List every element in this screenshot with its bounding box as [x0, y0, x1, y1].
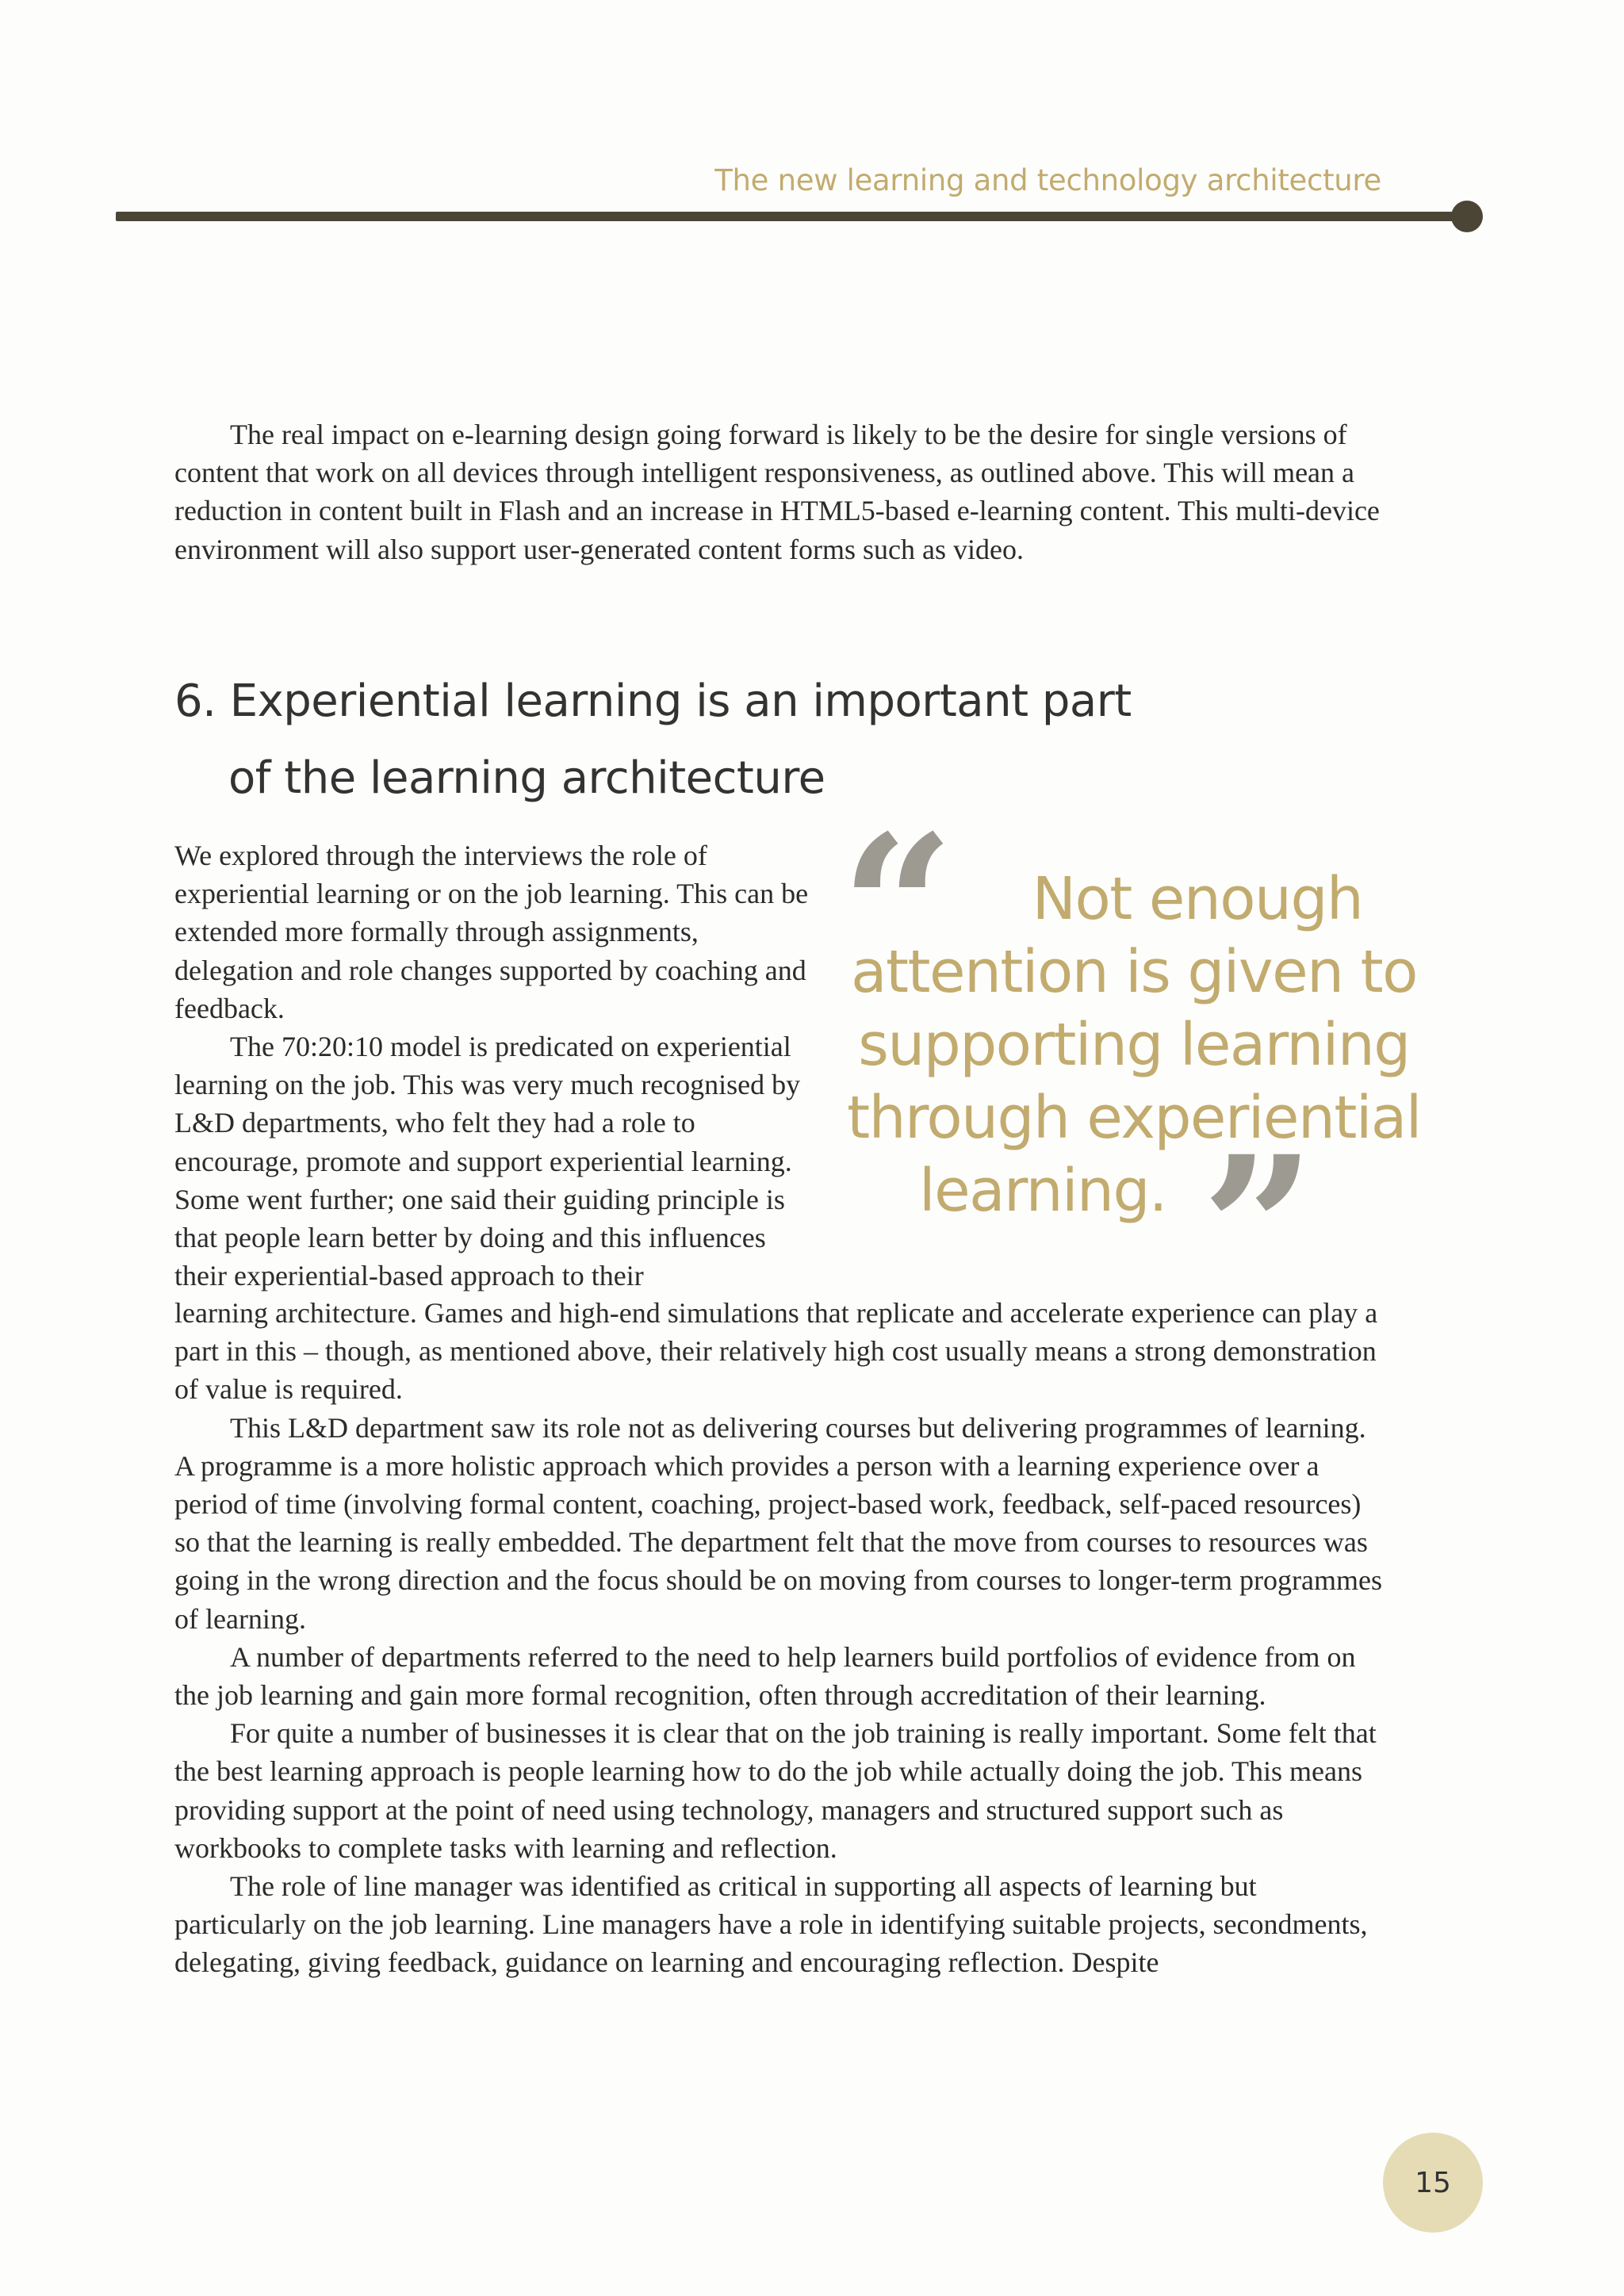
section-heading-line1: 6. Experiential learning is an important part — [174, 675, 1132, 727]
running-header-title: The new learning and technology architecture — [714, 163, 1381, 197]
close-quote-mark-icon: ” — [1201, 1112, 1316, 1345]
paragraph-70-20-10-start: The 70:20:10 model is predicated on experiential learning on the job. This was very much recognised by L&D departments, who felt they had a role to encourage, promote and support experiential learning. Some went further; one said their guiding principle is that people learn better by doing and this influences their experiential-based approach to their — [174, 1031, 801, 1292]
pull-quote-line4: through experiential — [847, 1084, 1421, 1152]
paragraph-70-20-10-end: learning architecture. Games and high-end simulations that replicate and accelerate experience can play a part in this – though, as mentioned above, their relatively high cost usually means a strong demonstration of value is required. — [174, 1297, 1378, 1406]
pull-quote-text — [841, 863, 1427, 1227]
pull-quote-line1: Not enough — [1032, 865, 1363, 933]
left-column-text — [174, 836, 809, 1295]
paragraph-on-the-job-training: For quite a number of businesses it is clear that on the job training is really important. Some felt that the best learning approach is people learning how to do the job while actually doing the job. This means providing support at the point of need using technology, managers and structured support such as workbooks to complete tasks with learning and reflection. — [174, 1717, 1377, 1864]
header-rule-end-dot — [1451, 201, 1483, 232]
header-rule — [116, 212, 1464, 221]
page-number-badge: 15 — [1383, 2133, 1483, 2233]
intro-paragraph: The real impact on e-learning design going forward is likely to be the desire for single versions of content that work on all devices through intelligent responsiveness, as outlined above. This will mean a reduction in content built in Flash and an increase in HTML5-based e-learning content. This multi-device environment will also support user-generated content forms such as video. — [174, 419, 1380, 565]
pull-quote-line2: attention is given to — [851, 938, 1417, 1006]
section-heading-line2: of the learning architecture — [228, 752, 825, 804]
paragraph-line-manager: The role of line manager was identified as critical in supporting all aspects of learning but particularly on the job learning. Line managers have a role in identifying suitable projects, secondments, delegating, giving feedback, guidance on learning and encouraging reflection. Despite — [174, 1870, 1368, 1979]
body-text-continued — [174, 1294, 1388, 1982]
pull-quote-line5: learning. — [919, 1157, 1166, 1225]
intro-text — [174, 415, 1388, 568]
paragraph-experiential-intro: We explored through the interviews the role of experiential learning or on the job learning. This can be extended more formally through assignments, delegation and role changes supported by coaching and feedback. — [174, 840, 809, 1024]
section-heading — [174, 663, 1324, 817]
paragraph-programmes: This L&D department saw its role not as delivering courses but delivering programmes of learning. A programme is a more holistic approach which provides a person with a learning experience over a period of time (involving formal content, coaching, project-based work, feedback, self-paced resources) so that the learning is really embedded. The department felt that the move from courses to resources was going in the wrong direction and the focus should be on moving from courses to longer-term programmes of learning. — [174, 1411, 1382, 1635]
pull-quote-line3: supporting learning — [858, 1011, 1410, 1079]
open-quote-mark-icon: “ — [841, 791, 955, 1024]
pull-quote — [841, 791, 1427, 1345]
paragraph-portfolios: A number of departments referred to the need to help learners build portfolios of evidence from on the job learning and gain more formal recognition, often through accreditation of their learning. — [174, 1640, 1356, 1712]
